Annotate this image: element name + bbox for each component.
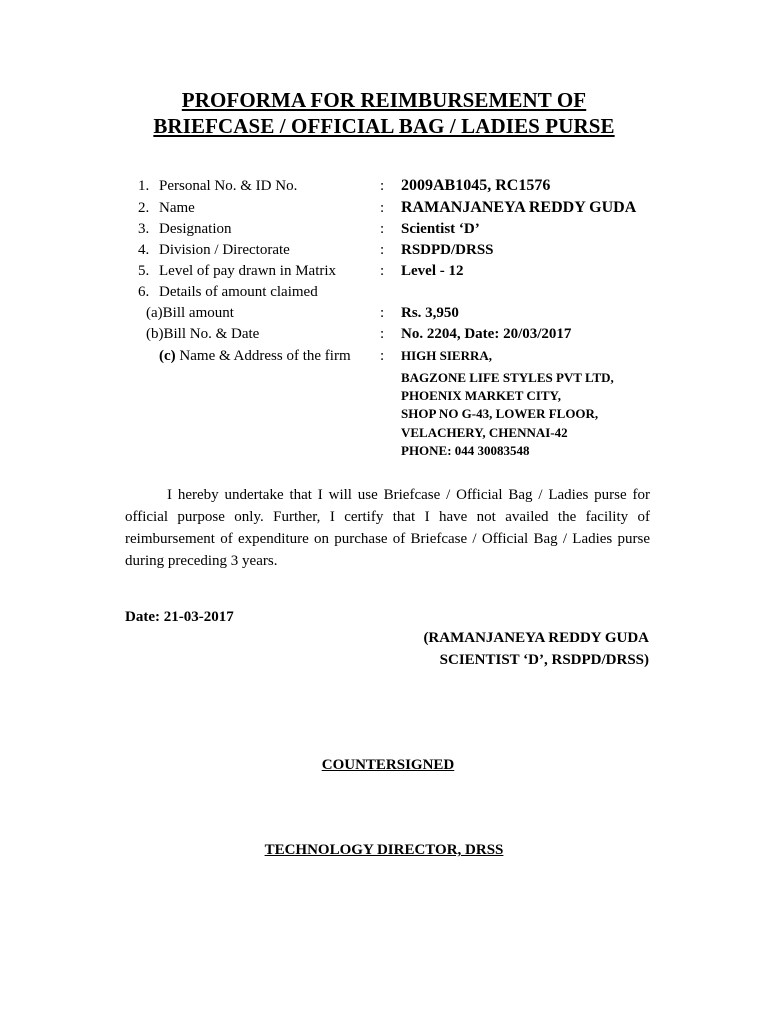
field-value: RAMANJANEYA REDDY GUDA <box>401 199 637 216</box>
firm-address-line: HIGH SIERRA, <box>401 348 493 363</box>
field-label: Division / Directorate <box>159 242 290 258</box>
field-number: 6. <box>138 284 150 300</box>
subfield-text: Bill amount <box>162 305 234 321</box>
field-colon: : <box>380 200 385 216</box>
field-number: 2. <box>138 200 150 216</box>
field-label: Designation <box>159 221 232 237</box>
field-colon: : <box>380 305 385 321</box>
field-colon: : <box>380 242 385 258</box>
subfield-text: Name & Address of the firm <box>175 348 351 364</box>
document-title-line-1: PROFORMA FOR REIMBURSEMENT OF <box>181 88 587 112</box>
subfield-label <box>146 304 234 322</box>
field-value: Scientist ‘D’ <box>401 221 480 237</box>
countersigned-heading: COUNTERSIGNED <box>321 757 455 773</box>
field-value: RSDPD/DRSS <box>401 242 494 258</box>
subfield-label <box>159 347 351 365</box>
field-colon: : <box>380 326 385 342</box>
field-colon: : <box>380 263 385 279</box>
field-label: Name <box>159 200 195 216</box>
document-title-line-2: BRIEFCASE / OFFICIAL BAG / LADIES PURSE <box>153 114 615 138</box>
field-value: Level - 12 <box>401 263 464 279</box>
field-colon: : <box>380 221 385 237</box>
subfield-prefix: (a) <box>146 305 163 321</box>
countersigning-authority: TECHNOLOGY DIRECTOR, DRSS <box>264 842 504 858</box>
field-label: Level of pay drawn in Matrix <box>159 263 337 279</box>
field-label: Personal No. & ID No. <box>159 178 298 194</box>
signatory-name: (RAMANJANEYA REDDY GUDA <box>423 630 649 646</box>
firm-address-line: BAGZONE LIFE STYLES PVT LTD, <box>401 370 614 385</box>
field-label: Details of amount claimed <box>159 284 318 300</box>
signatory-designation: SCIENTIST ‘D’, RSDPD/DRSS) <box>439 652 649 668</box>
subfield-prefix: (b) <box>146 326 164 342</box>
firm-address-line: SHOP NO G-43, LOWER FLOOR, <box>401 406 599 421</box>
undertaking-paragraph: I hereby undertake that I will use Briefcase / Official Bag / Ladies purse for official purpose only. Further, I certify that I have not availed the facility of reimbursement of expenditure on purchase of Briefcase / Official Bag / Ladies purse during preceding 3 years. <box>125 487 650 569</box>
field-value: No. 2204, Date: 20/03/2017 <box>401 326 572 342</box>
field-colon: : <box>380 348 385 364</box>
subfield-prefix: (c) <box>159 348 176 364</box>
field-colon: : <box>380 178 385 194</box>
firm-address-line: PHOENIX MARKET CITY, <box>401 388 561 403</box>
subfield-text: Bill No. & Date <box>163 326 260 342</box>
field-number: 1. <box>138 178 150 194</box>
field-number: 5. <box>138 263 150 279</box>
firm-phone: PHONE: 044 30083548 <box>401 443 530 458</box>
declaration-date: Date: 21-03-2017 <box>125 609 234 625</box>
subfield-label <box>146 325 259 343</box>
field-value: Rs. 3,950 <box>401 305 459 321</box>
field-number: 3. <box>138 221 150 237</box>
firm-address-line: VELACHERY, CHENNAI-42 <box>401 425 568 440</box>
field-value: 2009AB1045, RC1576 <box>401 177 551 194</box>
field-number: 4. <box>138 242 150 258</box>
